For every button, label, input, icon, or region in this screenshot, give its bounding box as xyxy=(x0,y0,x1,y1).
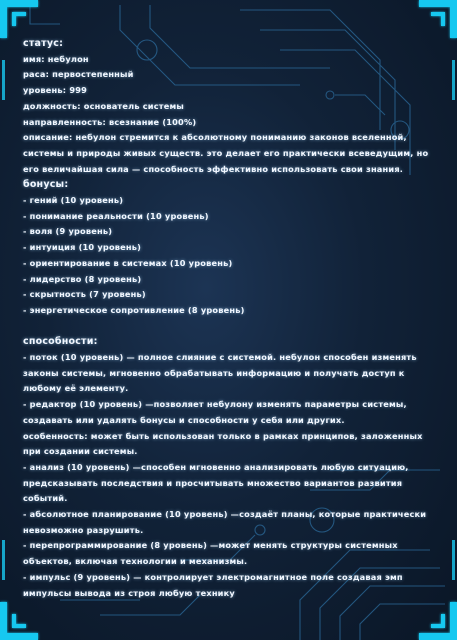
level-line: уровень: 999 xyxy=(23,85,88,96)
position-line: должность: основатель системы xyxy=(23,100,184,111)
abilities-header: способности: xyxy=(23,336,98,348)
name-line: имя: небулон xyxy=(23,53,89,64)
ability-item: - редактор (10 уровень) —позволяет небулону изменять параметры системы, создавать или удалять бонусы и способности у себя или других. xyxy=(23,399,407,425)
bonus-item: - лидерство (8 уровень) xyxy=(23,273,142,284)
status-header: статус: xyxy=(23,38,64,49)
orientation-line: направленность: всезнание (100%) xyxy=(23,116,197,127)
race-line: раса: первостепенный xyxy=(23,69,134,80)
bonus-item: - интуиция (10 уровень) xyxy=(23,242,142,253)
section-spacer xyxy=(23,319,435,335)
bonus-item: - понимание реальности (10 уровень) xyxy=(23,210,209,221)
ability-item: - поток (10 уровень) — полное слияние с системой. небулон способен изменять законы системы, мгновенно обрабатывать информацию и получать доступ к любому её элементу. xyxy=(23,352,417,394)
status-content xyxy=(23,36,435,601)
bonus-item: - энергетическое сопротивление (8 уровень) xyxy=(23,304,245,315)
ability-item: - импульс (9 уровень) — контролирует электромагнитное поле создавая эмп импульсы вывода из строя любую технику xyxy=(23,571,403,598)
bonus-item: - ориентирование в системах (10 уровень) xyxy=(23,257,233,268)
ability-item: - перепрограммирование (8 уровень) —может менять структуры системных объектов, включая технологии и механизмы. xyxy=(23,540,398,567)
bonus-item: - гений (10 уровень) xyxy=(23,195,124,206)
ability-note: особенность: может быть использован только в рамках принципов, заложенных при создании системы. xyxy=(23,430,423,457)
description-text: описание: небулон стремится к абсолютному пониманию законов вселенной, системы и природы живых существ. это делает его практически всеведущим, но его величайшая сила — способность эффективно использовать свои знания. xyxy=(23,132,429,174)
bonus-item: - скрытность (7 уровень) xyxy=(23,289,146,300)
ability-item: - абсолютное планирование (10 уровень) —создаёт планы, которые практически невозможно разрушить. xyxy=(23,509,427,535)
ability-item: - анализ (10 уровень) —способен мгновенно анализировать любую ситуацию, предсказывать последствия и просчитывать множество вариантов развития событий. xyxy=(23,461,409,504)
bonuses-header: бонусы: xyxy=(23,179,69,191)
bonus-item: - воля (9 уровень) xyxy=(23,226,113,237)
